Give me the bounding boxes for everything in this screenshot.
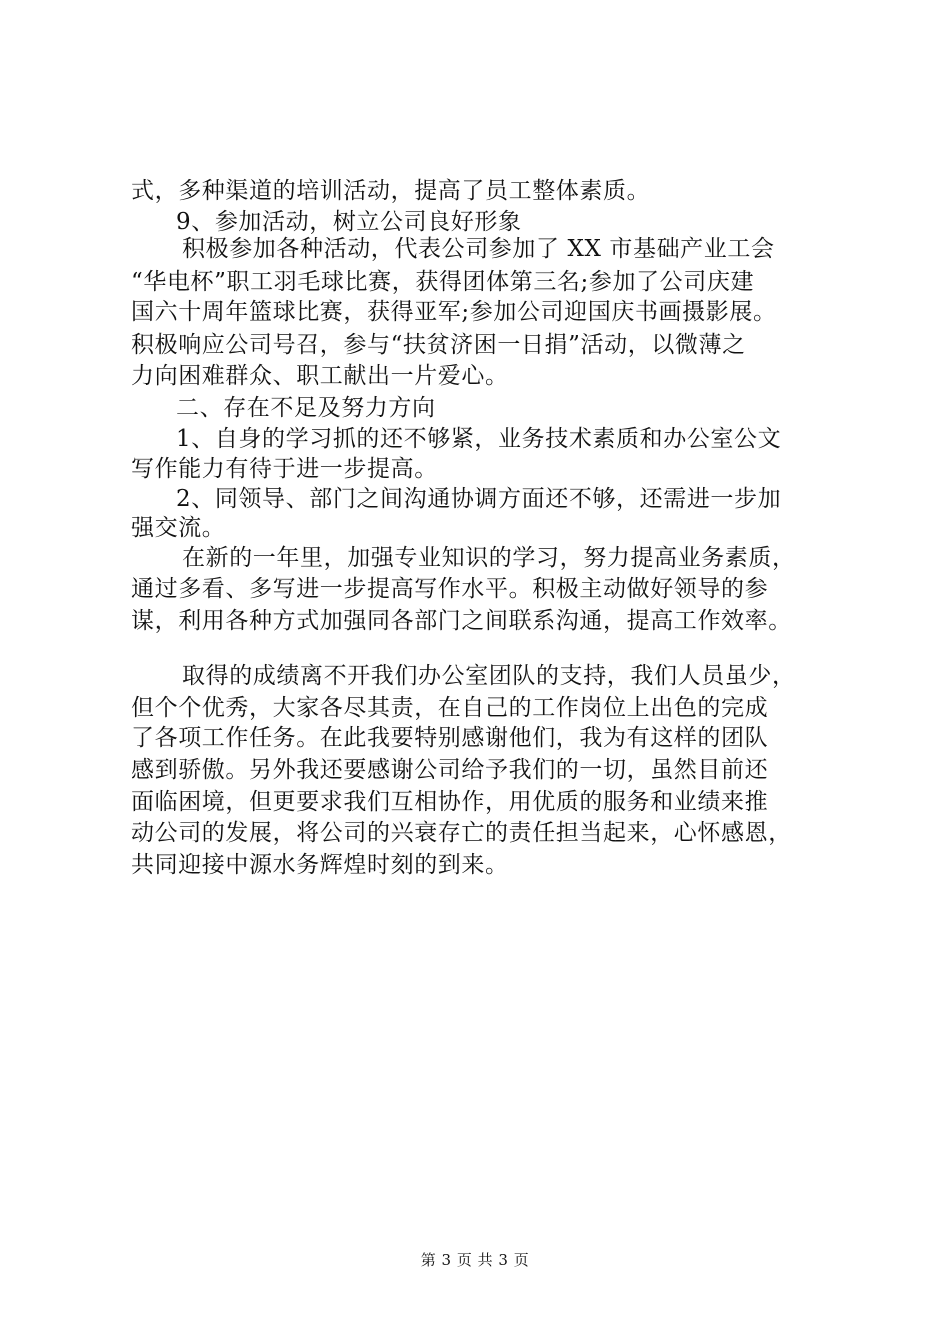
body-text-line: 感到骄傲。另外我还要感谢公司给予我们的一切，虽然目前还	[131, 757, 769, 783]
body-text-line: 力向困难群众、职工献出一片爱心。	[131, 363, 509, 389]
body-text-line: 积极响应公司号召，参与“扶贫济困一日捐”活动，以微薄之	[131, 332, 746, 358]
section-heading-2: 二、存在不足及努力方向	[176, 395, 436, 421]
body-text-line: 谋，利用各种方式加强同各部门之间联系沟通，提高工作效率。	[131, 608, 792, 634]
body-text-line: 面临困境，但更要求我们互相协作，用优质的服务和业绩来推	[131, 789, 769, 815]
body-text-line: 动公司的发展，将公司的兴衰存亡的责任担当起来，心怀感恩，	[131, 820, 792, 846]
body-text-line: 共同迎接中源水务辉煌时刻的到来。	[131, 852, 509, 878]
body-text-line: 国六十周年篮球比赛，获得亚军;参加公司迎国庆书画摄影展。	[131, 299, 777, 325]
body-text-line: “华电杯”职工羽毛球比赛，获得团体第三名;参加了公司庆建	[131, 269, 755, 295]
body-text-line: 了各项工作任务。在此我要特别感谢他们，我为有这样的团队	[131, 725, 769, 751]
body-text-line: 但个个优秀，大家各尽其责，在自己的工作岗位上出色的完成	[131, 695, 769, 721]
body-text-line: 在新的一年里，加强专业知识的学习，努力提高业务素质，	[182, 545, 796, 571]
section-heading-9: 9、参加活动，树立公司良好形象	[176, 209, 522, 235]
body-text-line: 积极参加各种活动，代表公司参加了 XX 市基础产业工会	[182, 236, 775, 262]
body-text-line: 写作能力有待于进一步提高。	[131, 456, 438, 482]
body-text-line: 式，多种渠道的培训活动，提高了员工整体素质。	[131, 178, 651, 204]
body-text-line: 取得的成绩离不开我们办公室团队的支持，我们人员虽少，	[182, 663, 796, 689]
body-text-line: 2、同领导、部门之间沟通协调方面还不够，还需进一步加	[176, 486, 782, 512]
body-text-line: 通过多看、多写进一步提高写作水平。积极主动做好领导的参	[131, 576, 769, 602]
body-text-line: 1、自身的学习抓的还不够紧，业务技术素质和办公室公文	[176, 426, 782, 452]
body-text-line: 强交流。	[131, 515, 226, 541]
page-number-footer: 第 3 页 共 3 页	[420, 1251, 530, 1269]
